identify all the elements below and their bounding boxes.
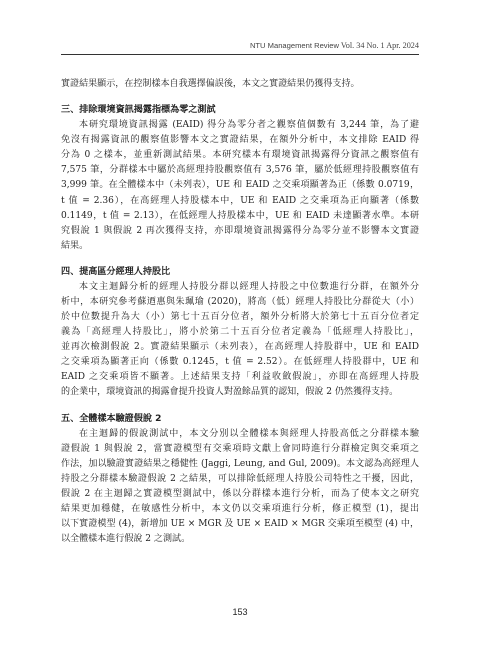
- section4-line: 於中位數提升為大（小）第七十五百分位者，額外分析將大於第七十五百分位者定: [61, 312, 419, 323]
- section3-line: 3,999 筆。在全體樣本中（未列表），UE 和 EAID 之交乘項顯著為正（係數 0.0719，: [61, 180, 419, 191]
- intro-line: 實證結果顯示，在控制樣本自我選擇偏誤後，本文之實證結果仍獲得支持。: [61, 79, 360, 89]
- section3-line: t 值 = 2.36），在高經理人持股樣本中，UE 和 EAID 之交乘項為正向顯著（係數: [61, 195, 419, 206]
- section5-line: 證假說 1 與假說 2，當實證模型有交乘項時文獻上會同時進行分群檢定與交乘項之: [61, 443, 419, 454]
- page-number: 153: [232, 607, 248, 617]
- section5-line: 在主迴歸的假說測試中，本文分別以全體樣本與經理人持股高低之分群樣本驗: [79, 428, 419, 439]
- section5-line: 以全體樣本進行假說 2 之測試。: [61, 533, 191, 544]
- section-heading-4: 四、提高區分經理人持股比: [61, 266, 171, 277]
- section5-line: 結果更加穩健，在敏感性分析中，本文仍以交乘項進行分析，修正模型 (1)，提出: [61, 503, 419, 514]
- section4-line: 的企業中，環境資訊的揭露會提升投資人對盈餘品質的認知，假說 2 仍然獲得支持。: [61, 387, 399, 398]
- body-text: [61, 77, 419, 547]
- section3-line: 免沒有揭露資訊的觀察值影響本文之實證結果，在額外分析中，本文排除 EAID 得: [61, 135, 419, 146]
- section5-line: 以下實證模型 (4)，新增加 UE × MGR 及 UE × EAID × MGR 交乘項至模型 (4) 中，: [61, 518, 419, 529]
- section5-line: 作法，加以驗證實證結果之穩健性 (Jaggi, Leung, and Gul, 2009)。本文認為高經理人: [61, 458, 419, 469]
- section5-line: 假說 2 在主迴歸之實證模型測試中，係以分群樣本進行分析，而為了使本文之研究: [61, 488, 419, 499]
- section-gap: [61, 254, 419, 265]
- journal-name: NTU Management Review: [249, 41, 339, 50]
- section3-line: 本研究環境資訊揭露 (EAID) 得分為零分者之觀察值個數有 3,244 筆，為了避: [79, 120, 419, 131]
- section3-line: 結果。: [61, 240, 89, 251]
- header-rule: [61, 54, 419, 55]
- section3-line: 究假說 1 與假說 2 再次獲得支持，亦即環境資訊揭露得分為零分並不影響本文實證: [61, 225, 419, 236]
- section4-line: EAID 之交乘項皆不顯著。上述結果支持「利益收斂假說」，亦即在高經理人持股: [61, 372, 419, 383]
- section-gap: [61, 400, 419, 411]
- volume-issue: Vol. 34 No. 1 Apr. 2024: [340, 41, 419, 50]
- section-gap: [61, 92, 419, 103]
- section4-line: 並再次檢測假說 2。實證結果顯示（未列表），在高經理人持股群中，UE 和 EAID: [61, 342, 419, 353]
- section4-line: 本文主迴歸分析的經理人持股分群以經理人持股之中位數進行分群，在額外分: [79, 281, 419, 292]
- section-heading-3: 三、排除環境資訊揭露指標為零之測試: [61, 105, 216, 116]
- section4-line: 義為「高經理人持股比」，將小於第二十五百分位者定義為「低經理人持股比」，: [61, 327, 419, 338]
- section5-line: 持股之分群樣本驗證假說 2 之結果，可以排除低經理人持股公司特性之干擾，因此，: [61, 473, 419, 484]
- section3-line: 0.1149，t 值 = 2.13），在低經理人持股樣本中，UE 和 EAID 未達顯著水準。本研: [61, 210, 419, 221]
- section-heading-5: 五、全體樣本驗證假說 2: [61, 413, 162, 424]
- section3-line: 分為 0 之樣本，並重新測試結果。本研究樣本有環境資訊揭露得分資訊之觀察值有: [61, 150, 419, 161]
- section4-line: 之交乘項為顯著正向（係數 0.1245，t 值 = 2.52）。在低經理人持股群中，UE 和: [61, 357, 419, 368]
- running-head: [250, 41, 419, 50]
- section3-line: 7,575 筆，分群樣本中屬於高經理持股觀察值有 3,576 筆，屬於低經理持股觀察值有: [61, 165, 419, 176]
- section4-line: 析中，本研究參考蘇迺惠與朱珮瑜 (2020)，將高（低）經理人持股比分群從大（小）: [61, 296, 419, 307]
